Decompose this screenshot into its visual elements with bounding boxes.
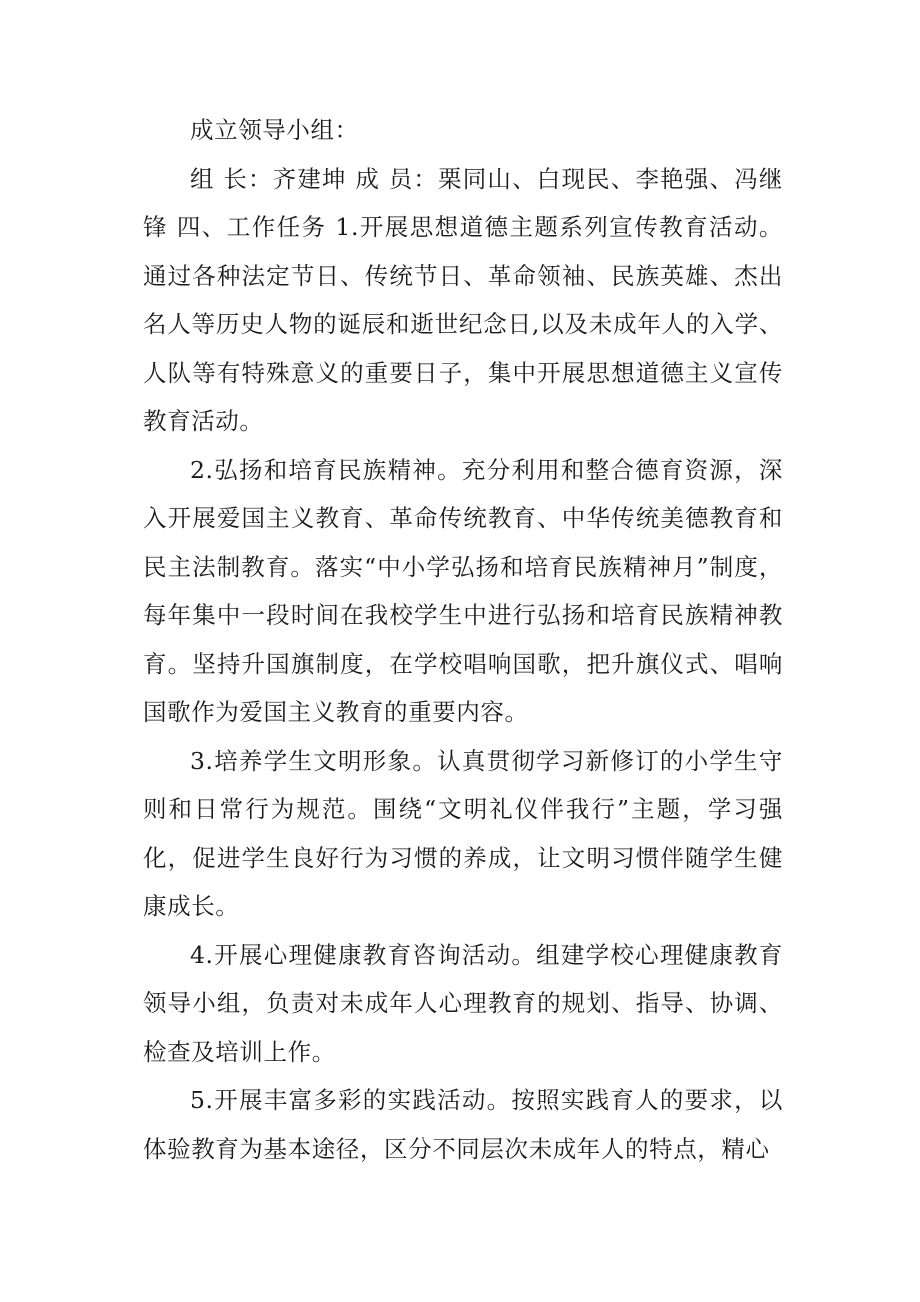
paragraph-task-4: 4.开展心理健康教育咨询活动。组建学校心理健康教育领导小组，负责对未成年人心理教育的规划、指导、协调、检查及培训上作。 (143, 940, 783, 1066)
paragraph-members-and-task-1: 组 长：齐建坤 成 员：栗同山、白现民、李艳强、冯继锋 四、工作任务 1.开展思想道德主题系列宣传教育活动。通过各种法定节日、传统节日、革命领袖、民族英雄、杰出名人等历史人物的诞辰和逝世纪念日,以及未成年人的入学、人队等有特殊意义的重要日子，集中开展思想道德主义宣传教育活动。 (143, 164, 783, 435)
paragraph-task-3: 3.培养学生文明形象。认真贯彻学习新修订的小学生守则和日常行为规范。围绕“文明礼仪伴我行”主题，学习强化，促进学生良好行为习惯的养成，让文明习惯伴随学生健康成长。 (143, 746, 783, 920)
paragraph-task-5: 5.开展丰富多彩的实践活动。按照实践育人的要求，以体验教育为基本途径，区分不同层次未成年人的特点，精心 (143, 1086, 783, 1163)
paragraph-leadership-group: 成立领导小组： (190, 116, 359, 144)
paragraph-task-2: 2.弘扬和培育民族精神。充分利用和整合德育资源，深入开展爱国主义教育、革命传统教育、中华传统美德教育和民主法制教育。落实“中小学弘扬和培育民族精神月”制度，每年集中一段时间在我校学生中进行弘扬和培育民族精神教育。坚持升国旗制度，在学校唱响国歌，把升旗仪式、唱响国歌作为爱国主义教育的重要内容。 (143, 455, 783, 726)
document-body (143, 106, 783, 1173)
